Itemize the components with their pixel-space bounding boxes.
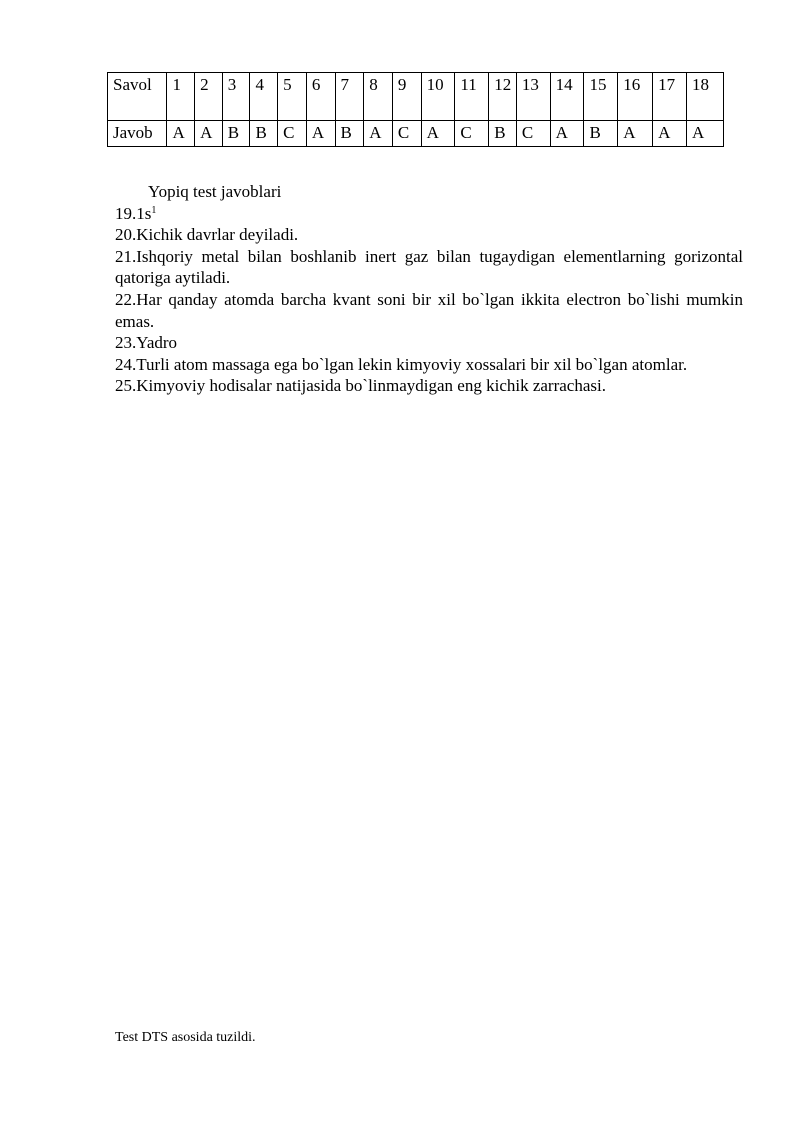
answer-item-22: 22.Har qanday atomda barcha kvant soni bir xil bo`lgan ikkita electron bo`lishi mumkin emas. — [115, 289, 743, 331]
question-cell: 3 — [222, 73, 250, 121]
question-cell: 13 — [516, 73, 550, 121]
answer-cell: C — [392, 121, 421, 147]
question-cell: 1 — [167, 73, 195, 121]
answer-cell: C — [516, 121, 550, 147]
question-number-row — [108, 73, 724, 121]
answer-cell: C — [278, 121, 307, 147]
answer-cell: A — [421, 121, 455, 147]
question-cell: 6 — [306, 73, 335, 121]
question-cell: 16 — [618, 73, 653, 121]
answer-cell: A — [195, 121, 223, 147]
answer-cell: B — [489, 121, 517, 147]
question-cell: 18 — [686, 73, 723, 121]
question-cell: 17 — [653, 73, 687, 121]
answer-item-20: 20.Kichik davrlar deyiladi. — [115, 225, 299, 245]
savol-label: Savol — [108, 73, 167, 121]
question-cell: 9 — [392, 73, 421, 121]
answer-cell: C — [455, 121, 489, 147]
answer-item-19 — [115, 203, 743, 225]
answer-item-23: 23.Yadro — [115, 333, 178, 353]
footer-note: Test DTS asosida tuzildi. — [115, 1030, 256, 1045]
question-cell: 7 — [335, 73, 364, 121]
answer-cell: A — [653, 121, 687, 147]
answer-item-19-text: 19.1s — [115, 203, 152, 223]
question-cell: 11 — [455, 73, 489, 121]
answer-cell: A — [686, 121, 723, 147]
answer-cell: A — [550, 121, 584, 147]
question-cell: 5 — [278, 73, 307, 121]
answer-cell: B — [335, 121, 364, 147]
closed-test-answers — [115, 181, 743, 397]
question-cell: 4 — [250, 73, 278, 121]
answer-cell: B — [584, 121, 618, 147]
question-cell: 14 — [550, 73, 584, 121]
answer-cell: A — [364, 121, 393, 147]
answer-item-25: 25.Kimyoviy hodisalar natijasida bo`linmaydigan eng kichik zarrachasi. — [115, 376, 606, 396]
answer-item-19-superscript: 1 — [151, 204, 157, 216]
answer-item-24: 24.Turli atom massaga ega bo`lgan lekin kimyoviy xossalari bir xil bo`lgan atomlar. — [115, 354, 688, 374]
answer-cell: A — [306, 121, 335, 147]
question-cell: 8 — [364, 73, 393, 121]
question-cell: 15 — [584, 73, 618, 121]
answer-cell: B — [250, 121, 278, 147]
javob-label: Javob — [108, 121, 167, 147]
question-cell: 12 — [489, 73, 517, 121]
answer-key-table — [107, 72, 724, 147]
answer-cell: B — [222, 121, 250, 147]
closed-answers-heading: Yopiq test javoblari — [148, 182, 282, 201]
answer-item-21: 21.Ishqoriy metal bilan boshlanib inert gaz bilan tugaydigan elementlarning gorizontal qatoriga aytiladi. — [115, 246, 743, 288]
answer-cell: A — [618, 121, 653, 147]
answer-cell: A — [167, 121, 195, 147]
question-cell: 10 — [421, 73, 455, 121]
answer-letter-row — [108, 121, 724, 147]
question-cell: 2 — [195, 73, 223, 121]
